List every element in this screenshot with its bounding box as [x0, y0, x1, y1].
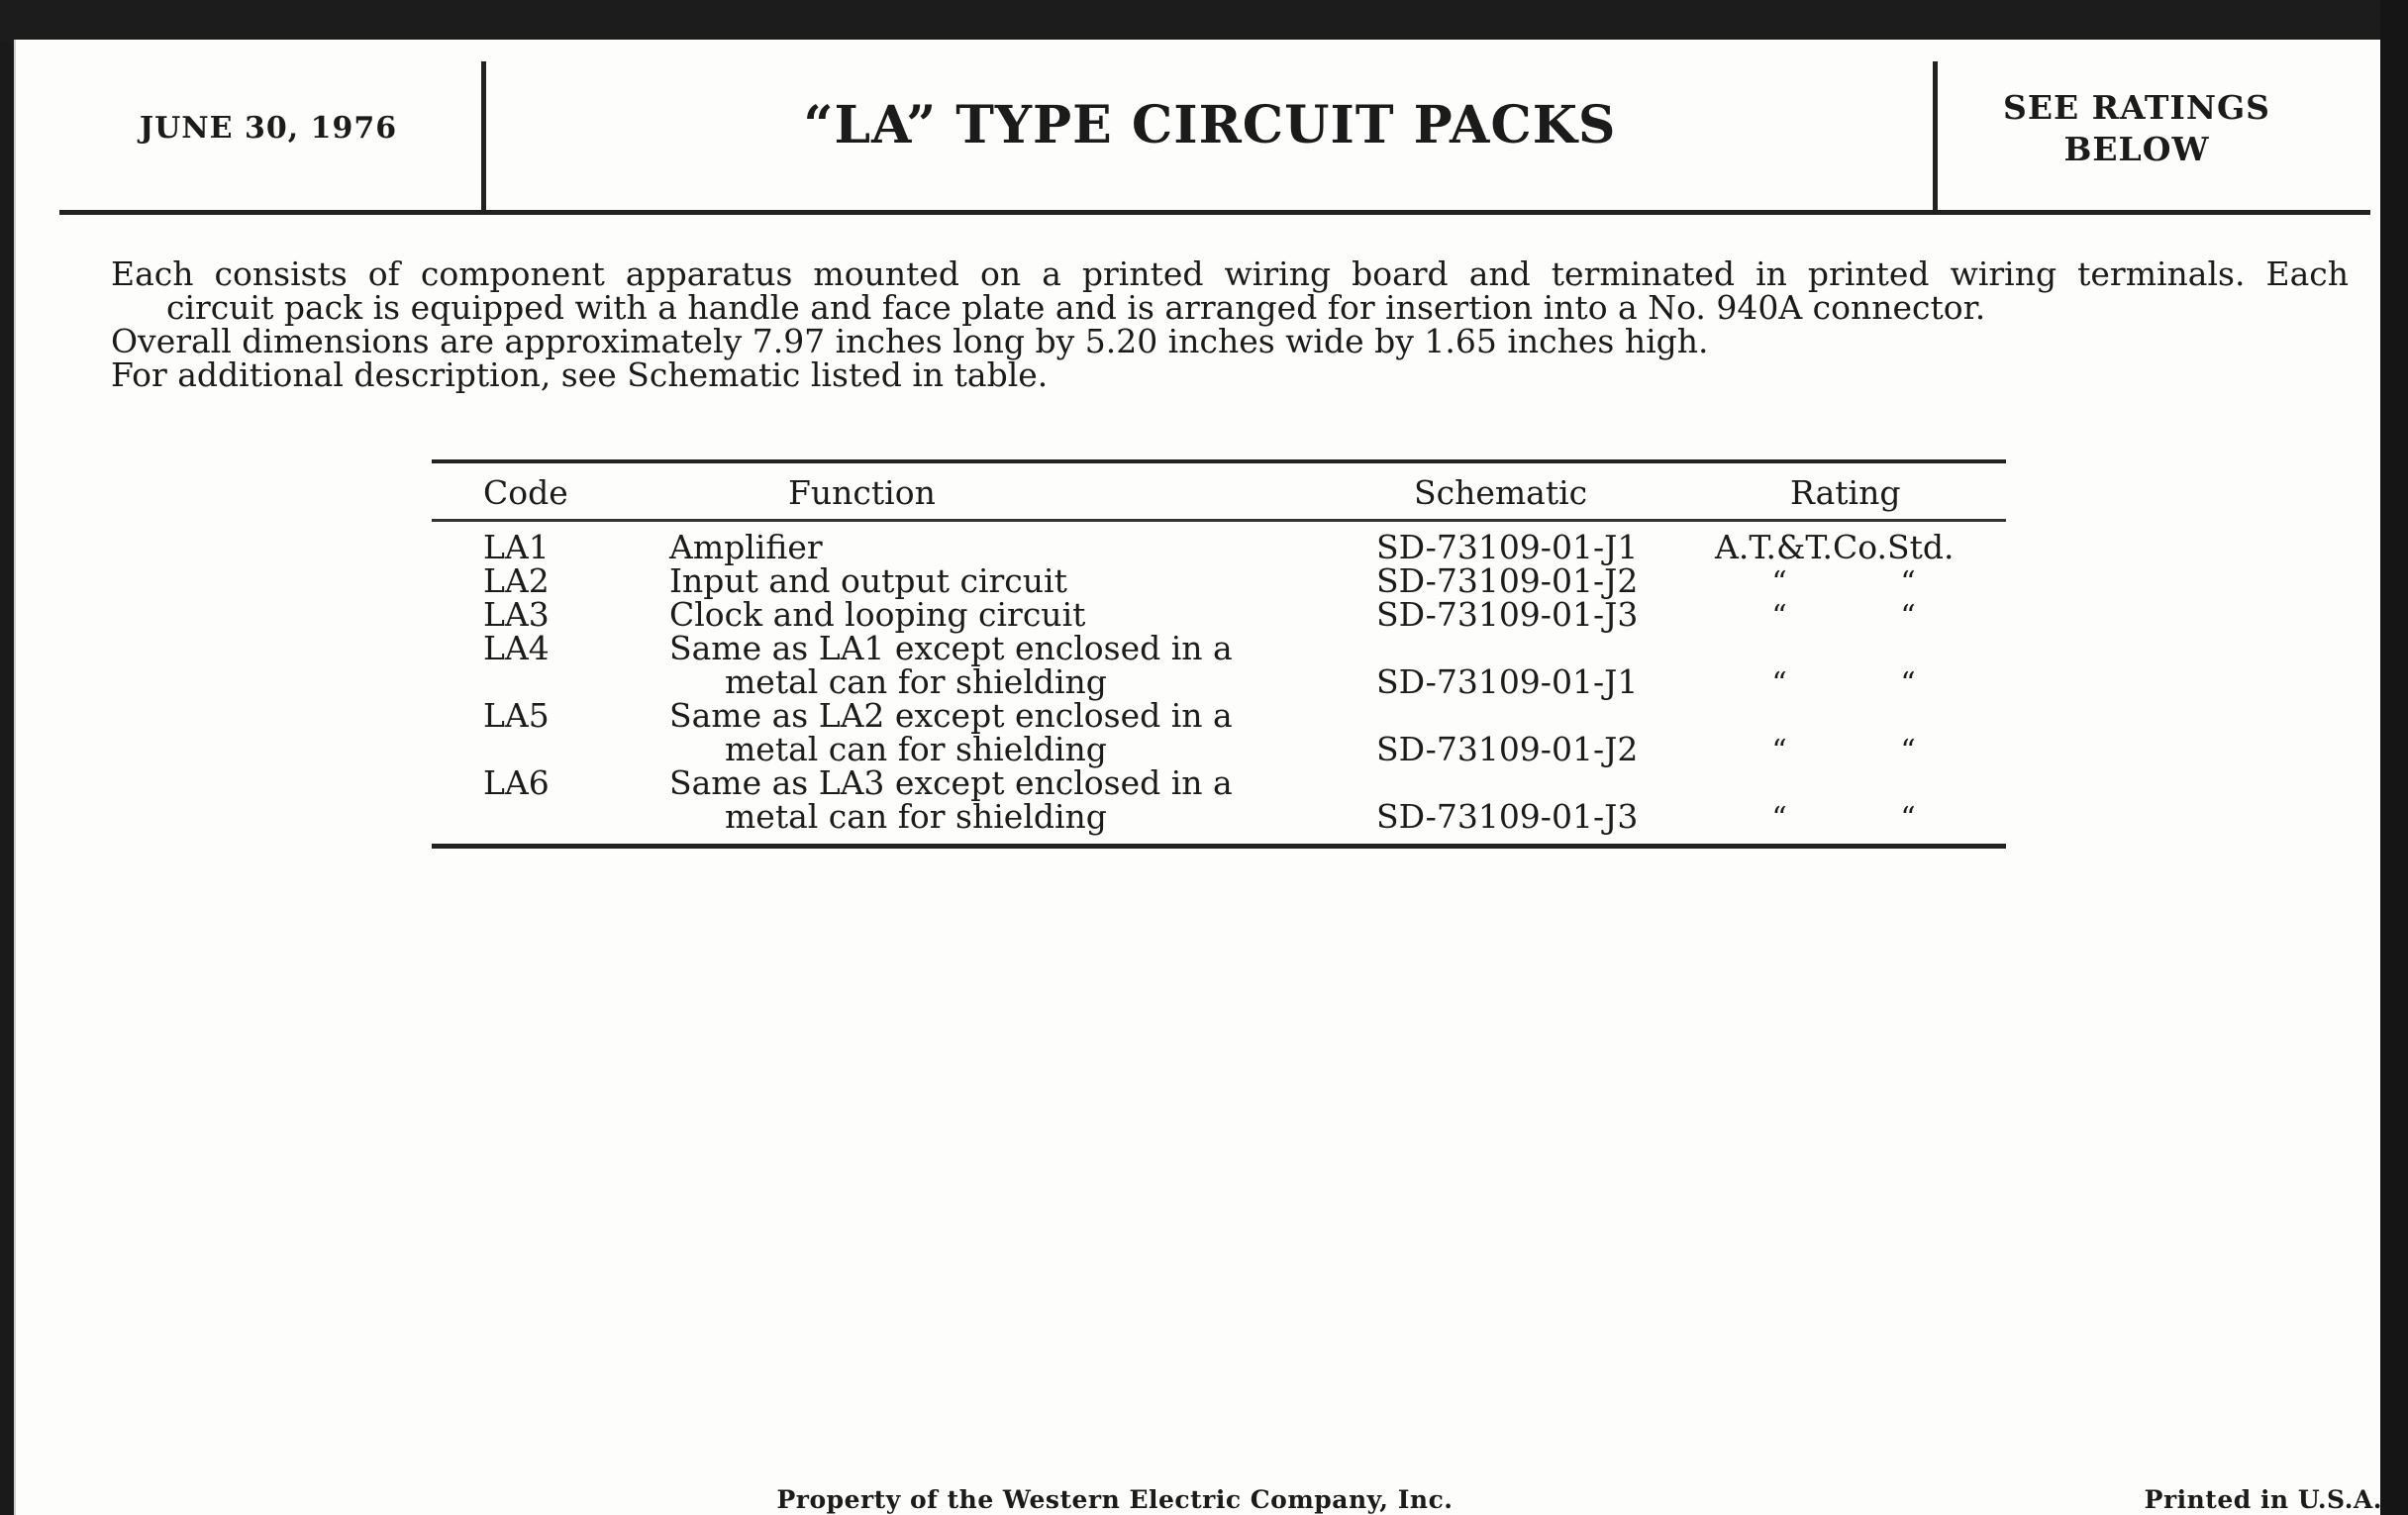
- header-divider-right: [1933, 61, 1938, 210]
- cell-code: LA4: [483, 629, 550, 667]
- description: [111, 254, 2349, 394]
- cell-function-line-2: metal can for shielding: [725, 797, 1107, 836]
- cell-schematic: SD-73109-01-J1: [1376, 662, 1639, 701]
- table-rule-top: [432, 459, 2006, 463]
- cell-function: Amplifier: [669, 528, 823, 566]
- table-rule-header: [432, 519, 2006, 522]
- column-header-code: Code: [483, 473, 568, 512]
- table-row: [432, 561, 2006, 600]
- description-line-3: Overall dimensions are approximately 7.97 inches long by 5.20 inches wide by 1.65 inches high.: [111, 322, 1709, 360]
- cell-schematic: SD-73109-01-J2: [1376, 730, 1639, 768]
- cell-code: LA3: [483, 595, 550, 634]
- cell-rating: [1715, 665, 1972, 701]
- cell-rating: [1715, 800, 1972, 836]
- header-rule: [59, 210, 2370, 215]
- rating-note-line-1: SEE RATINGS: [2002, 88, 2271, 127]
- table-rule-bottom: [432, 844, 2006, 849]
- column-header-function: Function: [788, 473, 936, 512]
- ditto-mark: “: [1900, 599, 1916, 634]
- table-row: [432, 696, 2006, 768]
- cell-function: Clock and looping circuit: [669, 595, 1086, 634]
- cell-rating: [1715, 598, 1972, 634]
- rating-note-line-2: BELOW: [2063, 130, 2210, 168]
- cell-schematic: SD-73109-01-J3: [1376, 797, 1639, 836]
- ditto-mark: “: [1900, 666, 1916, 701]
- table-body: [432, 528, 2006, 836]
- cell-function-line-2: metal can for shielding: [725, 730, 1107, 768]
- ditto-mark: “: [1900, 801, 1916, 836]
- description-line-1: Each consists of component apparatus mounted on a printed wiring board and terminated in printed wiring terminals. Each: [111, 254, 2349, 293]
- cell-code: LA1: [483, 528, 550, 566]
- column-header-rating: Rating: [1790, 473, 1901, 512]
- cell-code: LA5: [483, 696, 550, 735]
- document-page: [14, 40, 2380, 1515]
- cell-rating: [1715, 564, 1972, 600]
- cell-schematic: SD-73109-01-J2: [1376, 561, 1639, 600]
- table-row: [432, 528, 2006, 566]
- ditto-mark: “: [1771, 801, 1787, 836]
- cell-rating: [1715, 733, 1972, 768]
- ditto-mark: “: [1900, 734, 1916, 768]
- cell-function-line-1: Same as LA3 except enclosed in a: [669, 763, 1233, 802]
- ditto-mark: “: [1771, 565, 1787, 600]
- property-notice: Property of the Western Electric Company, Inc.: [776, 1485, 1454, 1514]
- header-divider-left: [481, 61, 486, 210]
- column-header-schematic: Schematic: [1414, 473, 1588, 512]
- cell-rating: A.T.&T.Co.Std.: [1715, 528, 1955, 566]
- table-row: [432, 595, 2006, 634]
- description-line-2: circuit pack is equipped with a handle and face plate and is arranged for insertion into a No. 940A connector.: [166, 288, 1986, 327]
- scan-border-right: [2380, 0, 2408, 1515]
- cell-function: [669, 696, 1233, 768]
- cell-function: [669, 629, 1233, 701]
- cell-schematic: SD-73109-01-J3: [1376, 595, 1639, 634]
- rating-note: [1939, 87, 2335, 170]
- cell-function: [669, 763, 1233, 836]
- description-line-4: For additional description, see Schematic listed in table.: [111, 355, 1049, 394]
- cell-code: LA6: [483, 763, 550, 802]
- cell-function-line-1: Same as LA2 except enclosed in a: [669, 696, 1233, 735]
- scan-border-top: [0, 0, 2408, 42]
- ditto-mark: “: [1771, 734, 1787, 768]
- ditto-mark: “: [1771, 599, 1787, 634]
- table-row: [432, 763, 2006, 836]
- cell-function: Input and output circuit: [669, 561, 1067, 600]
- printed-in-notice: Printed in U.S.A.: [2144, 1485, 2382, 1514]
- ditto-mark: “: [1771, 666, 1787, 701]
- cell-code: LA2: [483, 561, 550, 600]
- table-row: [432, 629, 2006, 701]
- cell-function-line-2: metal can for shielding: [725, 662, 1107, 701]
- cell-function-line-1: Same as LA1 except enclosed in a: [669, 629, 1233, 667]
- ditto-mark: “: [1900, 565, 1916, 600]
- issue-date: JUNE 30, 1976: [139, 111, 398, 146]
- cell-schematic: SD-73109-01-J1: [1376, 528, 1639, 566]
- page-title: “LA” TYPE CIRCUIT PACKS: [803, 95, 1617, 155]
